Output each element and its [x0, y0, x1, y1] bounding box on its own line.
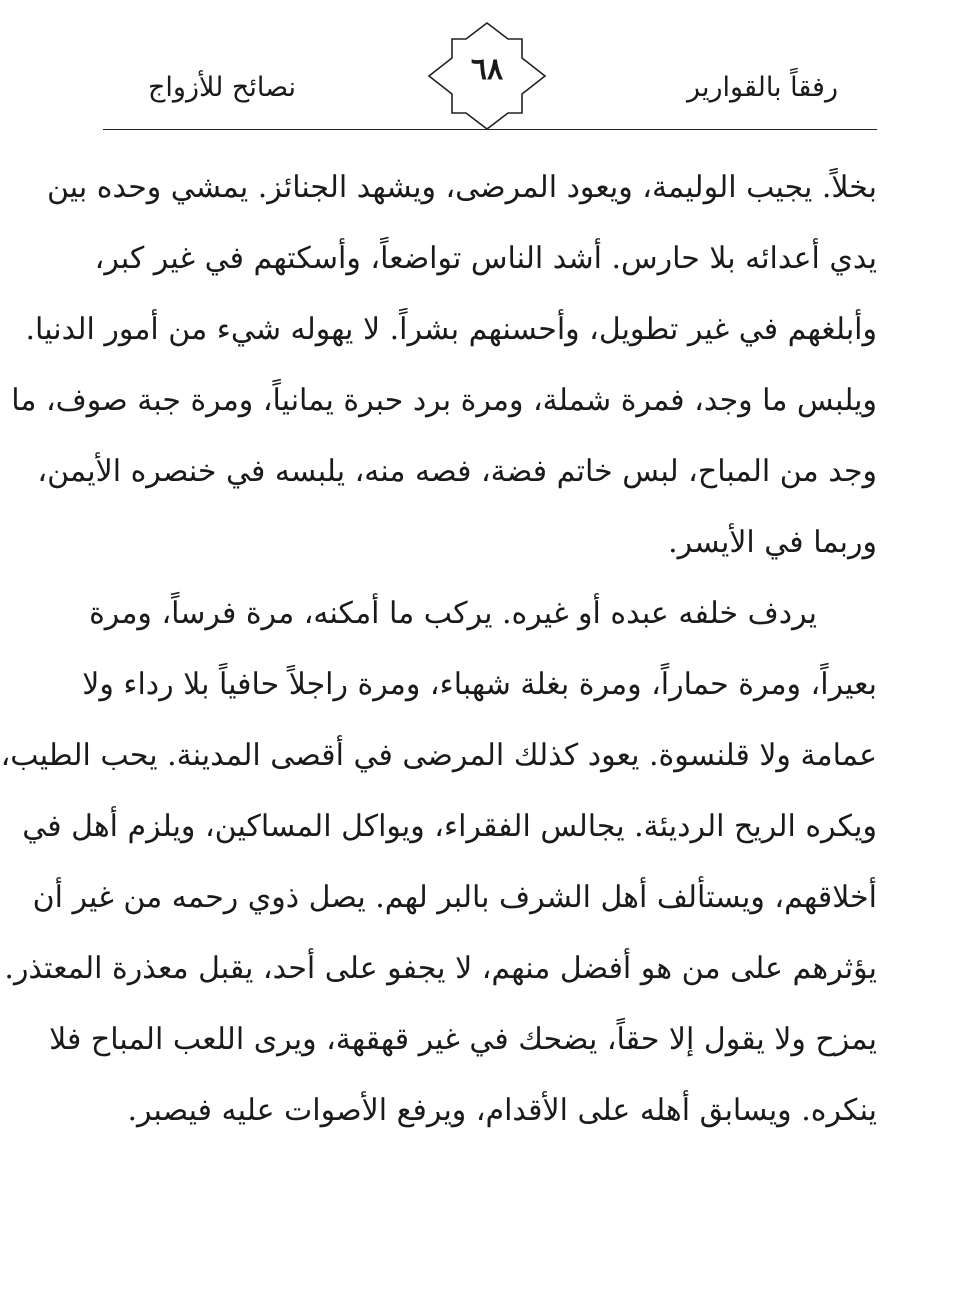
text-line: وجد من المباح، لبس خاتم فضة، فصه منه، يلبسه في خنصره الأيمن، — [37, 454, 877, 489]
header-divider — [103, 129, 877, 130]
book-title: رفقاً بالقوارير — [687, 72, 838, 103]
text-line: ينكره. ويسابق أهله على الأقدام، ويرفع الأصوات عليه فيصبر. — [127, 1093, 877, 1128]
text-line: ويلبس ما وجد، فمرة شملة، ومرة برد حبرة يمانياً، ومرة جبة صوف، ما — [11, 383, 877, 418]
text-line: بخلاً. يجيب الوليمة، ويعود المرضى، ويشهد الجنائز. يمشي وحده بين — [46, 170, 877, 205]
body-text — [0, 160, 877, 1154]
text-line: أخلاقهم، ويستألف أهل الشرف بالبر لهم. يصل ذوي رحمه من غير أن — [32, 880, 877, 915]
page-header — [0, 0, 980, 135]
text-line: عمامة ولا قلنسوة. يعود كذلك المرضى في أقصى المدينة. يحب الطيب، — [0, 738, 877, 773]
paragraph-2 — [0, 586, 877, 1154]
text-line: بعيراً، ومرة حماراً، ومرة بغلة شهباء، ومرة راجلاً حافياً بلا رداء ولا — [82, 667, 877, 702]
text-line: وأبلغهم في غير تطويل، وأحسنهم بشراً. لا يهوله شيء من أمور الدنيا. — [25, 312, 877, 347]
page-number-frame — [428, 22, 546, 130]
page-number: ٦٨ — [470, 52, 504, 87]
chapter-title: نصائح للأزواج — [148, 72, 297, 103]
text-line: يؤثرهم على من هو أفضل منهم، لا يجفو على أحد، يقبل معذرة المعتذر. — [4, 951, 877, 986]
text-line: يدي أعدائه بلا حارس. أشد الناس تواضعاً، وأسكتهم في غير كبر، — [94, 241, 877, 276]
paragraph-1 — [11, 160, 877, 586]
text-line: يردف خلفه عبده أو غيره. يركب ما أمكنه، مرة فرساً، ومرة — [89, 596, 817, 631]
text-line: وربما في الأيسر. — [668, 525, 877, 560]
text-line: ويكره الريح الرديئة. يجالس الفقراء، ويواكل المساكين، ويلزم أهل في — [22, 809, 877, 844]
text-line: يمزح ولا يقول إلا حقاً، يضحك في غير قهقهة، ويرى اللعب المباح فلا — [49, 1022, 877, 1057]
